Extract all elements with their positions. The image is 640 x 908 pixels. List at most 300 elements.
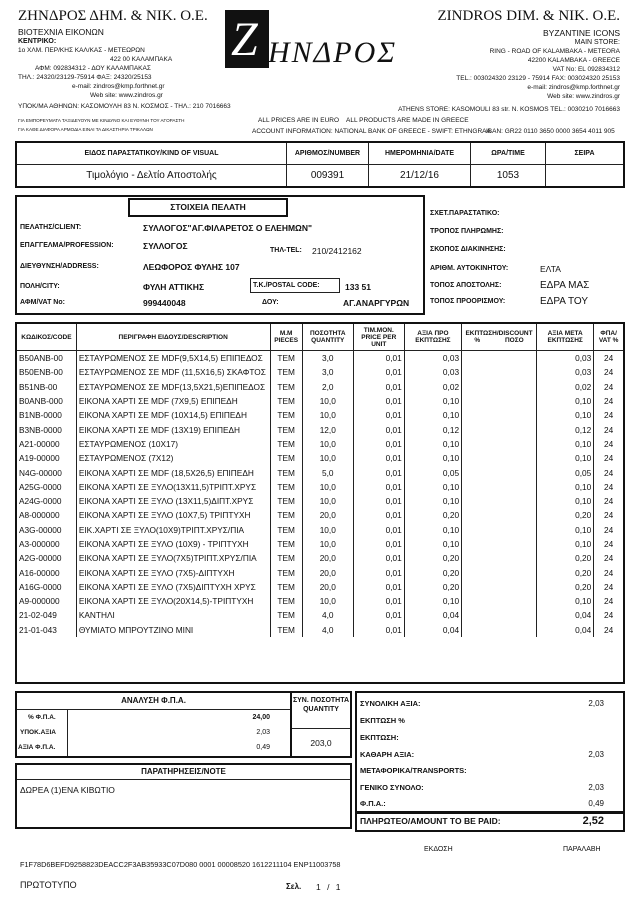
- vat-pct-label: % Φ.Π.Α.: [28, 714, 56, 721]
- item-description: ΕΙΚ.ΧΑΡΤΙ ΣΕ ΞΥΛΟ(10Χ9)ΤΡΙΠΤ.ΧΡΥΣ/ΠΙΑ: [76, 523, 270, 537]
- doc-time-label: ΩΡΑ/TIME: [491, 150, 525, 157]
- item-discount-pct: [462, 480, 493, 494]
- item-discount-amount: [493, 494, 537, 508]
- client-name: ΣΥΛΛΟΓΟΣ"ΑΓ.ΦΙΛΑΡΕΤΟΣ Ο ΕΛΕΗΜΩΝ": [143, 223, 313, 233]
- table-row: [17, 394, 623, 408]
- city-label: ΠΟΛΗ/CITY:: [20, 283, 60, 290]
- client-address: ΛΕΩΦΟΡΟΣ ΦΥΛΗΣ 107: [143, 262, 240, 272]
- doc-number-label: ΑΡΙΘΜΟΣ/NUMBER: [294, 150, 361, 157]
- item-discount-amount: [493, 623, 537, 637]
- item-quantity: 10,0: [302, 494, 353, 508]
- total-value: 2,03: [588, 699, 604, 708]
- item-discount-pct: [462, 580, 493, 594]
- item-value: 0,10: [404, 537, 461, 551]
- client-city: ΦΥΛΗ ΑΤΤΙΚΗΣ: [143, 282, 205, 292]
- item-price: 0,01: [353, 551, 404, 565]
- destination-value: ΕΔΡΑ ΤΟΥ: [540, 296, 589, 307]
- item-price: 0,01: [353, 380, 404, 394]
- item-price: 0,01: [353, 623, 404, 637]
- page-number: 1 / 1: [316, 882, 343, 892]
- item-vat: 24: [594, 565, 623, 579]
- item-unit: TEM: [270, 451, 302, 465]
- item-discount-amount: [493, 508, 537, 522]
- item-code: A2G-00000: [19, 553, 62, 564]
- payable-label: ΠΛΗΡΩΤΕΟ/AMOUNT TO BE PAID:: [360, 816, 501, 826]
- item-discount-amount: [493, 365, 537, 379]
- item-discount-pct: [462, 394, 493, 408]
- athens-store-en: ATHENS STORE: KASOMOULI 83 str. N. KOSMOS TEL.: 0030210 7016663: [398, 106, 620, 113]
- table-row: [17, 551, 623, 565]
- item-vat: 24: [594, 380, 623, 394]
- vehicle-value: ΕΛΤΑ: [540, 264, 561, 274]
- items-header-row: [17, 324, 623, 351]
- item-value: 0,10: [404, 523, 461, 537]
- item-net-value: 0,04: [537, 608, 594, 622]
- item-discount-pct: [462, 351, 493, 366]
- doc-time: 1053: [496, 170, 520, 181]
- item-value: 0,10: [404, 451, 461, 465]
- item-net-value: 0,02: [537, 380, 594, 394]
- item-price: 0,01: [353, 508, 404, 522]
- item-net-value: 0,10: [537, 494, 594, 508]
- item-discount-pct: [462, 623, 493, 637]
- item-code: A9-000000: [19, 596, 60, 607]
- item-quantity: 10,0: [302, 480, 353, 494]
- col-unit: Μ.Μ PIECES: [270, 324, 302, 351]
- table-row: [17, 494, 623, 508]
- item-price: 0,01: [353, 451, 404, 465]
- vat-pct-value: 24,00: [252, 714, 270, 721]
- item-unit: TEM: [270, 365, 302, 379]
- main-store-phones: TEL.: 003024320 23129 - 75914 FAX: 003024320 25153: [456, 75, 620, 82]
- main-store-address2: 42200 KALAMBAKA - GREECE: [527, 57, 620, 64]
- item-value: 0,04: [404, 608, 461, 622]
- client-label: ΠΕΛΑΤΗΣ/CLIENT:: [20, 224, 82, 231]
- item-unit: TEM: [270, 380, 302, 394]
- item-net-value: 0,20: [537, 508, 594, 522]
- item-quantity: 10,0: [302, 408, 353, 422]
- item-unit: TEM: [270, 580, 302, 594]
- item-discount-pct: [462, 594, 493, 608]
- item-net-value: 0,10: [537, 537, 594, 551]
- item-vat: 24: [594, 365, 623, 379]
- item-description: ΕΙΚΟΝΑ ΧΑΡΤΙ ΣΕ ΞΥΛΟ (10Χ9) - ΤΡΙΠΤΥΧΗ: [76, 537, 270, 551]
- net-value-label: ΚΑΘΑΡΗ ΑΞΙΑ:: [360, 750, 415, 759]
- notice-bank: ACCOUNT INFORMATION: NATIONAL BANK OF GREECE - SWIFT: ETHNGRAA: [252, 128, 491, 135]
- vat-total-label: Φ.Π.Α.:: [360, 799, 386, 808]
- item-net-value: 0,10: [537, 480, 594, 494]
- company-logo-mark: Ζ: [225, 10, 269, 68]
- table-row: [17, 480, 623, 494]
- item-code: B3NB-0000: [19, 424, 62, 435]
- item-description: ΕΙΚΟΝΑ ΧΑΡΤΙ ΣΕ MDF (7Χ9,5) ΕΠΙΠΕΔΗ: [76, 394, 270, 408]
- item-price: 0,01: [353, 480, 404, 494]
- item-discount-amount: [493, 580, 537, 594]
- item-unit: TEM: [270, 551, 302, 565]
- item-discount-amount: [493, 594, 537, 608]
- item-unit: TEM: [270, 437, 302, 451]
- item-discount-pct: [462, 451, 493, 465]
- item-quantity: 20,0: [302, 565, 353, 579]
- table-row: [17, 380, 623, 394]
- item-price: 0,01: [353, 565, 404, 579]
- item-value: 0,10: [404, 494, 461, 508]
- item-price: 0,01: [353, 394, 404, 408]
- item-discount-amount: [493, 422, 537, 436]
- item-description: ΕΙΚΟΝΑ ΧΑΡΤΙ ΣΕ ΞΥΛΟ(20Χ14,5)-ΤΡΙΠΤΥΧΗ: [76, 594, 270, 608]
- item-discount-amount: [493, 523, 537, 537]
- item-net-value: 0,10: [537, 523, 594, 537]
- item-price: 0,01: [353, 494, 404, 508]
- main-store-address1: RING - ROAD OF KALAMBAKA - METEORA: [489, 48, 620, 55]
- item-unit: TEM: [270, 565, 302, 579]
- item-discount-amount: [493, 394, 537, 408]
- item-vat: 24: [594, 523, 623, 537]
- item-quantity: 3,0: [302, 351, 353, 366]
- net-value: 2,03: [588, 750, 604, 759]
- col-price: ΤΙΜ.ΜΟΝ. PRICE PER UNIT: [353, 324, 404, 351]
- item-discount-amount: [493, 537, 537, 551]
- client-section-title: ΣΤΟΙΧΕΙΑ ΠΕΛΑΤΗ: [170, 202, 246, 212]
- doc-number: 009391: [310, 170, 345, 181]
- doc-date: 21/12/16: [400, 170, 439, 181]
- item-description: ΕΙΚΟΝΑ ΧΑΡΤΙ ΣΕ ΞΥΛΟ (10Χ7,5) ΤΡΙΠΤΥΧΗ: [76, 508, 270, 522]
- item-description: ΕΙΚΟΝΑ ΧΑΡΤΙ ΣΕ ΞΥΛΟ(7Χ5)ΤΡΙΠΤ.ΧΡΥΣ/ΠΙΑ: [76, 551, 270, 565]
- item-quantity: 12,0: [302, 422, 353, 436]
- item-description: ΕΙΚΟΝΑ ΧΑΡΤΙ ΣΕ MDF (13Χ19) ΕΠΙΠΕΔΗ: [76, 422, 270, 436]
- client-profession: ΣΥΛΛΟΓΟΣ: [143, 241, 188, 251]
- item-discount-amount: [493, 565, 537, 579]
- total-qty-label: ΣΥΝ. ΠΟΣΟΤΗΤΑ QUANTITY: [292, 697, 350, 713]
- item-value: 0,03: [404, 365, 461, 379]
- item-value: 0,03: [404, 351, 461, 366]
- item-code: B50ENB-00: [19, 367, 63, 378]
- item-vat: 24: [594, 480, 623, 494]
- item-quantity: 10,0: [302, 451, 353, 465]
- table-row: [17, 465, 623, 479]
- table-row: [17, 565, 623, 579]
- item-discount-pct: [462, 508, 493, 522]
- payable-value: 2,52: [582, 815, 604, 827]
- item-discount-amount: [493, 437, 537, 451]
- item-code: A3-000000: [19, 539, 60, 549]
- company-business-gr: ΒΙΟΤΕΧΝΙΑ ΕΙΚΟΝΩΝ: [18, 27, 104, 37]
- item-code: B0ANB-000: [19, 396, 63, 407]
- notes-text: ΔΩΡΕΑ (1)ΕΝΑ ΚΙΒΩΤΙΟ: [20, 785, 115, 795]
- item-quantity: 5,0: [302, 465, 353, 479]
- item-price: 0,01: [353, 437, 404, 451]
- item-net-value: 0,10: [537, 408, 594, 422]
- item-price: 0,01: [353, 365, 404, 379]
- item-discount-amount: [493, 408, 537, 422]
- item-net-value: 0,10: [537, 437, 594, 451]
- table-row: [17, 408, 623, 422]
- vat-base-label: ΥΠΟΚ.ΑΞΙΑ: [20, 729, 56, 736]
- item-unit: TEM: [270, 608, 302, 622]
- item-vat: 24: [594, 580, 623, 594]
- client-doy: ΑΓ.ΑΝΑΡΓΥΡΩΝ: [343, 298, 410, 308]
- item-vat: 24: [594, 508, 623, 522]
- item-vat: 24: [594, 608, 623, 622]
- item-vat: 24: [594, 437, 623, 451]
- item-description: ΕΙΚΟΝΑ ΧΑΡΤΙ ΣΕ ΞΥΛΟ(13Χ11,5)ΤΡΙΠΤ.ΧΡΥΣ: [76, 480, 270, 494]
- shipping-purpose-label: ΣΚΟΠΟΣ ΔΙΑΚΙΝΗΣΗΣ:: [430, 246, 506, 253]
- col-code: ΚΩΔΙΚΟΣ/CODE: [17, 324, 76, 351]
- item-unit: TEM: [270, 537, 302, 551]
- item-discount-amount: [493, 480, 537, 494]
- item-code: A8-000000: [19, 510, 60, 521]
- item-discount-pct: [462, 422, 493, 436]
- item-vat: 24: [594, 451, 623, 465]
- item-unit: TEM: [270, 408, 302, 422]
- item-description: ΕΣΤΑΥΡΩΜΕΝΟΣ ΣΕ MDF(13,5Χ21,5)ΕΠΙΠΕΔΟΣ: [76, 380, 270, 394]
- doc-series-label: ΣΕΙΡΑ: [574, 150, 595, 157]
- item-discount-amount: [493, 351, 537, 366]
- item-description: ΚΑΝΤΗΛΙ: [76, 608, 270, 622]
- col-discount: ΕΚΠΤΩΣΗ/DISCOUNT % ΠΟΣΟ: [462, 324, 537, 351]
- table-row: [17, 351, 623, 366]
- item-discount-pct: [462, 494, 493, 508]
- item-vat: 24: [594, 394, 623, 408]
- item-value: 0,10: [404, 394, 461, 408]
- vat-base-value: 2,03: [256, 729, 270, 736]
- item-discount-amount: [493, 465, 537, 479]
- item-code: B50ANB-00: [19, 353, 63, 364]
- item-code: A3G-00000: [19, 524, 62, 535]
- item-code: 21-02-049: [19, 610, 57, 621]
- item-value: 0,04: [404, 623, 461, 637]
- col-vat: ΦΠΑ/ VAT %: [594, 324, 623, 351]
- payment-method-label: ΤΡΟΠΟΣ ΠΛΗΡΩΜΗΣ:: [430, 228, 504, 235]
- item-value: 0,10: [404, 437, 461, 451]
- item-quantity: 20,0: [302, 551, 353, 565]
- item-unit: TEM: [270, 394, 302, 408]
- item-description: ΕΙΚΟΝΑ ΧΑΡΤΙ ΣΕ MDF (10Χ14,5) ΕΠΙΠΕΔΗ: [76, 408, 270, 422]
- item-value: 0,05: [404, 465, 461, 479]
- item-discount-amount: [493, 551, 537, 565]
- item-quantity: 20,0: [302, 580, 353, 594]
- hq-email: e-mail: zindros@kmp.forthnet.gr: [72, 83, 165, 90]
- item-discount-amount: [493, 380, 537, 394]
- dispatch-label: ΤΟΠΟΣ ΑΠΟΣΤΟΛΗΣ:: [430, 282, 502, 289]
- notice-iban: IBAN: GR22 0110 3650 0000 3654 4011 905: [486, 128, 615, 135]
- item-net-value: 0,05: [537, 465, 594, 479]
- item-code: A21-00000: [19, 438, 60, 449]
- item-quantity: 10,0: [302, 394, 353, 408]
- legal-note-1: ΓΙΑ ΕΜΠΟΡΕΥΜΑΤΑ ΤΑΞΙΔΕΥΟΥΝ ΜΕ ΚΙΝΔΥΝΟ ΚΑΙ ΕΥΘΥΝΗ ΤΟΥ ΑΓΟΡΑΣΤΗ: [18, 118, 185, 123]
- item-vat: 24: [594, 594, 623, 608]
- item-description: ΘΥΜΙΑΤΟ ΜΠΡΟΥΤΖΙΝΟ MINI: [76, 623, 270, 637]
- item-price: 0,01: [353, 594, 404, 608]
- table-row: [17, 365, 623, 379]
- item-value: 0,12: [404, 422, 461, 436]
- table-row: [17, 608, 623, 622]
- hq-phones: ΤΗΛ.: 24320/23129-75914 ΦΑΞ: 24320/25153: [18, 74, 152, 81]
- item-price: 0,01: [353, 537, 404, 551]
- item-discount-pct: [462, 365, 493, 379]
- item-net-value: 0,03: [537, 365, 594, 379]
- page-label: Σελ.: [286, 882, 302, 891]
- client-vat: 999440048: [143, 298, 186, 308]
- item-description: ΕΣΤΑΥΡΩΜΕΝΟΣ (7Χ12): [76, 451, 270, 465]
- item-net-value: 0,20: [537, 551, 594, 565]
- item-discount-pct: [462, 537, 493, 551]
- item-discount-pct: [462, 608, 493, 622]
- table-row: [17, 580, 623, 594]
- item-description: ΕΙΚΟΝΑ ΧΑΡΤΙ ΣΕ MDF (18,5Χ26,5) ΕΠΙΠΕΔΗ: [76, 465, 270, 479]
- col-description: ΠΕΡΙΓΡΑΦΗ ΕΙΔΟΥΣ/DESCRIPTION: [76, 324, 270, 351]
- item-unit: TEM: [270, 480, 302, 494]
- item-description: ΕΙΚΟΝΑ ΧΑΡΤΙ ΣΕ ΞΥΛΟ (7Χ5)ΔΙΠΤΥΧΗ ΧΡΥΣ: [76, 580, 270, 594]
- item-discount-pct: [462, 551, 493, 565]
- destination-label: ΤΟΠΟΣ ΠΡΟΟΡΙΣΜΟΥ:: [430, 298, 506, 305]
- hq-tax: ΑΦΜ: 092834312 - ΔΟΥ ΚΑΛΑΜΠΑΚΑΣ: [35, 65, 151, 72]
- notes-title: ΠΑΡΑΤΗΡΗΣΕΙΣ/NOTE: [141, 767, 226, 776]
- item-code: 21-01-043: [19, 624, 57, 635]
- hq-address1: 1ο ΧΛΜ. ΠΕΡ/ΚΗΣ ΚΑΛ/ΚΑΣ - ΜΕΤΕΩΡΩΝ: [18, 47, 145, 54]
- hq-web: Web site: www.zindros.gr: [90, 92, 163, 99]
- doc-date-label: ΗΜΕΡΟΜΗΝΙΑ/DATE: [384, 150, 455, 157]
- item-value: 0,10: [404, 480, 461, 494]
- vat-label: ΑΦΜ/VAT No:: [20, 299, 65, 306]
- notice-euro: ALL PRICES ARE IN EURO: [258, 117, 340, 124]
- item-code: A19-00000: [19, 453, 60, 464]
- company-name-en: ZINDROS DIM. & NIK. O.E.: [437, 8, 620, 24]
- item-price: 0,01: [353, 523, 404, 537]
- item-value: 0,20: [404, 551, 461, 565]
- item-quantity: 3,0: [302, 365, 353, 379]
- total-value-label: ΣΥΝΟΛΙΚΗ ΑΞΙΑ:: [360, 699, 421, 708]
- item-vat: 24: [594, 465, 623, 479]
- item-value: 0,20: [404, 508, 461, 522]
- table-row: [17, 623, 623, 637]
- item-net-value: 0,10: [537, 394, 594, 408]
- item-description: ΕΣΤΑΥΡΩΜΕΝΟΣ ΣΕ MDF (11,5Χ16,5) ΣΚΑΦΤΟΣ: [76, 365, 270, 379]
- item-unit: TEM: [270, 351, 302, 366]
- item-unit: TEM: [270, 422, 302, 436]
- related-doc-label: ΣΧΕΤ.ΠΑΡΑΣΤΑΤΙΚΟ:: [430, 210, 500, 217]
- item-code: B51NB-00: [19, 381, 58, 392]
- item-code: A16-00000: [19, 567, 60, 578]
- item-discount-amount: [493, 608, 537, 622]
- doc-kind-label: ΕΙΔΟΣ ΠΑΡΑΣΤΑΤΙΚΟΥ/KIND OF VISUAL: [84, 150, 219, 157]
- athens-store-gr: ΥΠΟΚ/ΜΑ ΑΘΗΝΩΝ: ΚΑΣΟΜΟΥΛΗ 83 Ν. ΚΟΣΜΟΣ - ΤΗΛ.: 210 7016663: [18, 103, 231, 110]
- item-vat: 24: [594, 408, 623, 422]
- table-row: [17, 437, 623, 451]
- discount-pct-label: ΕΚΠΤΩΣΗ %: [360, 716, 405, 725]
- item-description: ΕΣΤΑΥΡΩΜΕΝΟΣ ΣΕ MDF(9,5Χ14,5) ΕΠΙΠΕΔΟΣ: [76, 351, 270, 366]
- gross-total-label: ΓΕΝΙΚΟ ΣΥΝΟΛΟ:: [360, 783, 424, 792]
- transport-label: ΜΕΤΑΦΟΡΙΚΑ/TRANSPORTS:: [360, 766, 467, 775]
- item-vat: 24: [594, 551, 623, 565]
- col-net: ΑΞΙΑ ΜΕΤΑ ΕΚΠΤΩΣΗΣ: [537, 324, 594, 351]
- item-discount-pct: [462, 380, 493, 394]
- item-code: N4G-00000: [19, 467, 62, 478]
- item-price: 0,01: [353, 422, 404, 436]
- notice-made-in-greece: ALL PRODUCTS ARE MADE IN GREECE: [346, 117, 469, 124]
- main-store-label: MAIN STORE:: [574, 39, 620, 46]
- item-net-value: 0,20: [537, 580, 594, 594]
- item-price: 0,01: [353, 465, 404, 479]
- doy-label: ΔΟΥ:: [262, 299, 279, 306]
- item-description: ΕΙΚΟΝΑ ΧΑΡΤΙ ΣΕ ΞΥΛΟ (7Χ5)-ΔΙΠΤΥΧΗ: [76, 565, 270, 579]
- item-quantity: 20,0: [302, 508, 353, 522]
- vat-amount-value: 0,49: [256, 744, 270, 751]
- item-discount-pct: [462, 408, 493, 422]
- item-discount-pct: [462, 437, 493, 451]
- legal-note-2: ΓΙΑ ΚΑΘΕ ΔΙΑΦΟΡΑ ΑΡΜΟΔΙΑ ΕΙΝΑΙ ΤΑ ΔΙΚΑΣΤΗΡΙΑ ΤΡΙΚΑΛΩΝ: [18, 127, 153, 132]
- vat-analysis-title: ΑΝΑΛΥΣΗ Φ.Π.Α.: [121, 696, 186, 705]
- table-row: [17, 508, 623, 522]
- item-discount-amount: [493, 451, 537, 465]
- company-logo-text: ΗΝΔΡΟΣ: [268, 36, 398, 69]
- item-quantity: 4,0: [302, 608, 353, 622]
- total-qty-value: 203,0: [310, 738, 332, 748]
- table-row: [17, 523, 623, 537]
- item-code: A24G-0000: [19, 496, 62, 507]
- postal-label: Τ.Κ./POSTAL CODE:: [253, 282, 320, 289]
- item-value: 0,10: [404, 594, 461, 608]
- item-quantity: 10,0: [302, 594, 353, 608]
- item-price: 0,01: [353, 408, 404, 422]
- item-unit: TEM: [270, 523, 302, 537]
- tel-label: ΤΗΛ-TEL:: [270, 247, 302, 254]
- gross-total-value: 2,03: [588, 783, 604, 792]
- hq-address2: 422 00 ΚΑΛΑΜΠΑΚΑ: [110, 56, 173, 63]
- item-value: 0,10: [404, 408, 461, 422]
- item-discount-pct: [462, 565, 493, 579]
- item-vat: 24: [594, 623, 623, 637]
- item-vat: 24: [594, 422, 623, 436]
- main-store-email: e-mail: zindros@kmp.forthnet.gr: [527, 84, 620, 91]
- signature-code: F1F78D6BEFD9258823DEACC2F3AB35933C07D080 0001 00008520 1612211104 ENP11003758: [20, 860, 341, 869]
- address-label: ΔΙΕΥΘΥΝΣΗ/ADDRESS:: [20, 263, 99, 270]
- col-quantity: ΠΟΣΟΤΗΤΑ QUANTITY: [302, 324, 353, 351]
- item-value: 0,20: [404, 580, 461, 594]
- received-label: ΠΑΡΑΛΑΒΗ: [563, 846, 601, 853]
- item-description: ΕΣΤΑΥΡΩΜΕΝΟΣ (10Χ17): [76, 437, 270, 451]
- dispatch-value: ΕΔΡΑ ΜΑΣ: [540, 280, 590, 291]
- item-vat: 24: [594, 494, 623, 508]
- item-vat: 24: [594, 537, 623, 551]
- item-price: 0,01: [353, 351, 404, 366]
- hq-label: ΚΕΝΤΡΙΚΟ:: [18, 38, 57, 45]
- item-net-value: 0,20: [537, 565, 594, 579]
- table-row: [17, 422, 623, 436]
- doc-kind: Τιμολόγιο - Δελτίο Αποστολής: [86, 170, 217, 181]
- item-quantity: 10,0: [302, 437, 353, 451]
- profession-label: ΕΠΑΓΓΕΛΜΑ/PROFESSION:: [20, 242, 114, 249]
- issued-label: ΕΚΔΟΣΗ: [424, 846, 453, 853]
- company-name-gr: ΖΗΝΔΡΟΣ ΔΗΜ. & ΝΙΚ. Ο.Ε.: [18, 8, 208, 24]
- vat-total-value: 0,49: [588, 799, 604, 808]
- item-quantity: 10,0: [302, 537, 353, 551]
- client-tel: 210/2412162: [312, 246, 362, 256]
- item-net-value: 0,10: [537, 451, 594, 465]
- item-unit: TEM: [270, 623, 302, 637]
- main-store-vat: VAT No: EL 092834312: [552, 66, 620, 73]
- item-net-value: 0,03: [537, 351, 594, 366]
- discount-label: ΕΚΠΤΩΣΗ:: [360, 733, 399, 742]
- item-price: 0,01: [353, 608, 404, 622]
- item-net-value: 0,10: [537, 594, 594, 608]
- item-unit: TEM: [270, 508, 302, 522]
- item-net-value: 0,12: [537, 422, 594, 436]
- item-unit: TEM: [270, 465, 302, 479]
- item-quantity: 10,0: [302, 523, 353, 537]
- item-unit: TEM: [270, 594, 302, 608]
- item-code: B1NB-0000: [19, 410, 62, 421]
